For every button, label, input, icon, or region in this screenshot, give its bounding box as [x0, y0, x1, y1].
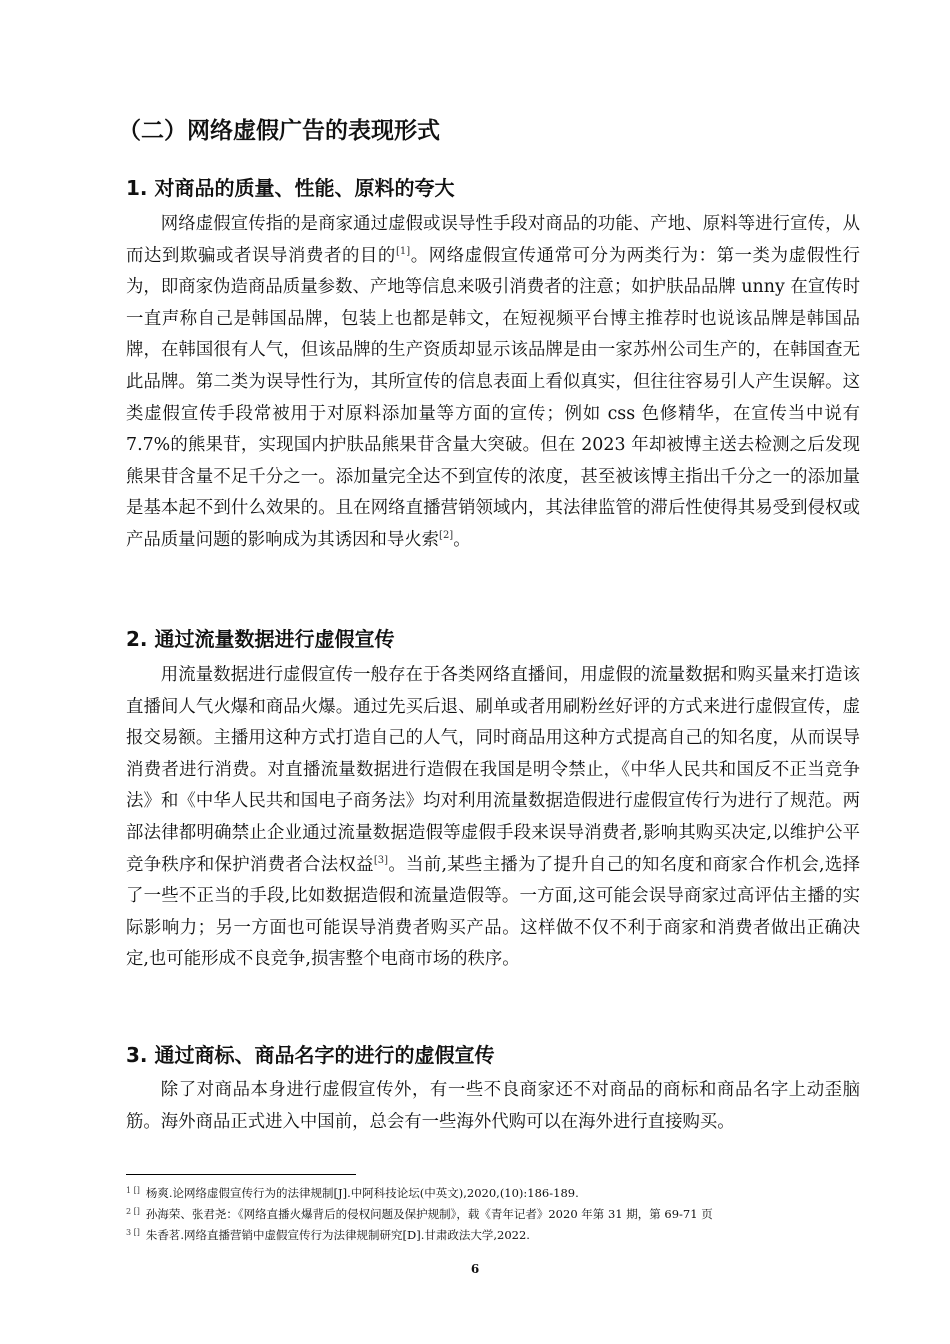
- subsection-heading-1: 1. 对商品的质量、性能、原料的夸大: [126, 176, 455, 200]
- subsection-heading-3: 3. 通过商标、商品名字的进行的虚假宣传: [126, 1043, 495, 1067]
- paragraph-text: 。当前,某些主播为了提升自己的知名度和商家合作机会,选择了一些不正当的手段,比如数据造假和流量造假等。一方面,这可能会误导商家过高评估主播的实际影响力；另一方面也可能误导消费者购买产品。这样做不仅不利于商家和消费者做出正确决定,也可能形成不良竞争,损害整个电商市场的秩序。: [126, 854, 860, 970]
- footnote-mark: 1 []: [126, 1186, 140, 1195]
- paragraph-text: 用流量数据进行虚假宣传一般存在于各类网络直播间，用虚假的流量数据和购买量来打造该直播间人气火爆和商品火爆。通过先买后退、刷单或者用刷粉丝好评的方式来进行虚假宣传，虚报交易额。主播用这种方式打造自己的人气，同时商品用这种方式提高自己的知名度，从而误导消费者进行消费。对直播流量数据进行造假在我国是明令禁止，《中华人民共和国反不正当竞争法》和《中华人民共和国电子商务法》均对利用流量数据造假进行虚假宣传行为进行了规范。两部法律都明确禁止企业通过流量数据造假等虚假手段来误导消费者,影响其购买决定,以维护公平竞争秩序和保护消费者合法权益: [126, 665, 860, 875]
- citation-mark: [3]: [373, 854, 389, 866]
- footnote-divider: [126, 1174, 356, 1175]
- subsection-heading-2: 2. 通过流量数据进行虚假宣传: [126, 627, 395, 651]
- section-heading: （二）网络虚假广告的表现形式: [118, 118, 440, 144]
- paragraph-text: 。网络虚假宣传通常可分为两类行为：第一类为虚假性行为，即商家伪造商品质量参数、产地等信息来吸引消费者的注意；如护肤品品牌 unny 在宣传时一直声称自己是韩国品牌，包装上也都是韩文，在短视频平台博主推荐时也说该品牌是韩国品牌，在韩国很有人气，但该品牌的生产资质却显示该品牌是由一家苏州公司生产的，在韩国查无此品牌。第二类为误导性行为，其所宣传的信息表面上看似真实，但往往容易引人产生误解。这类虚假宣传手段常被用于对原料添加量等方面的宣传；例如 css 色修精华，在宣传当中说有 7.7%的熊果苷，实现国内护肤品熊果苷含量大突破。但在 2023 年却被博主送去检测之后发现熊果苷含量不足千分之一。添加量完全达不到宣传的浓度，甚至被该博主指出千分之一的添加量是基本起不到什么效果的。且在网络直播营销领域内，其法律监管的滞后性使得其易受到侵权或产品质量问题的影响成为其诱因和导火索: [126, 245, 860, 550]
- footnote-1: [126, 1182, 860, 1202]
- page-number: 6: [470, 1262, 480, 1276]
- citation-mark: [1]: [395, 245, 411, 257]
- footnote-2: [126, 1203, 860, 1223]
- footnote-text: 朱香茗.网络直播营销中虚假宣传行为法律规制研究[D].甘肃政法大学,2022.: [145, 1228, 530, 1242]
- footnote-mark: 3 []: [126, 1228, 140, 1237]
- body-paragraph-2: [126, 660, 860, 976]
- footnote-text: 孙海荣、张君尧：《网络直播火爆背后的侵权问题及保护规制》，载《青年记者》2020 年第 31 期，第 69-71 页: [145, 1207, 713, 1221]
- footnotes: [126, 1182, 860, 1245]
- footnote-text: 杨爽.论网络虚假宣传行为的法律规制[J].中阿科技论坛(中英文),2020,(10):186-189.: [145, 1186, 579, 1200]
- paragraph-text: 。: [453, 529, 471, 550]
- paragraph-text: 网络虚假宣传指的是商家通过虚假或误导性手段对商品的功能、产地、原料等进行宣传，从而达到欺骗或者误导消费者的目的: [126, 214, 860, 266]
- citation-mark: [2]: [439, 529, 454, 541]
- footnote-mark: 2 []: [126, 1207, 140, 1216]
- body-paragraph-1: [126, 209, 860, 557]
- footnote-3: [126, 1224, 860, 1244]
- paragraph-text: 除了对商品本身进行虚假宣传外，有一些不良商家还不对商品的商标和商品名字上动歪脑筋。海外商品正式进入中国前，总会有一些海外代购可以在海外进行直接购买。: [126, 1080, 860, 1132]
- body-paragraph-3: [126, 1075, 860, 1138]
